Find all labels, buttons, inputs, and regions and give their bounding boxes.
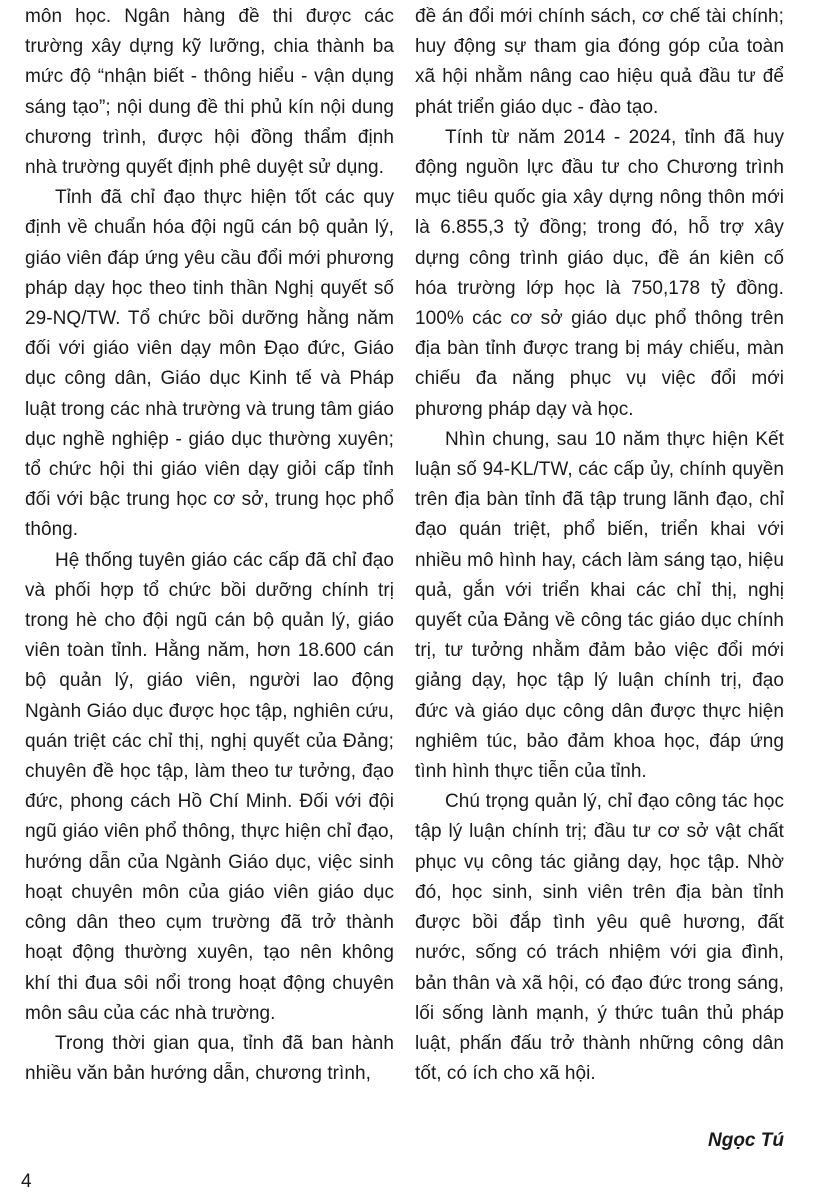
- author-byline: Ngọc Tú: [708, 1130, 784, 1151]
- paragraph-staff-standardization: Tỉnh đã chỉ đạo thực hiện tốt các quy định về chuẩn hóa đội ngũ cán bộ quản lý, giáo viên đáp ứng yêu cầu đổi mới phương pháp dạy học theo tinh thần Nghị quyết số 29-NQ/TW. Tổ chức bồi dưỡng hằng năm đối với giáo viên dạy môn Đạo đức, Giáo dục công dân, Giáo dục Kinh tế và Pháp luật trong các nhà trường và trung tâm giáo dục nghề nghiệp - giáo dục thường xuyên; tổ chức hội thi giáo viên dạy giỏi cấp tỉnh đối với bậc trung học cơ sở, trung học phổ thông.: [25, 187, 394, 541]
- paragraph-overall-assessment: Nhìn chung, sau 10 năm thực hiện Kết luận số 94-KL/TW, các cấp ủy, chính quyền trên địa bàn tỉnh đã tập trung lãnh đạo, chỉ đạo quán triệt, phổ biến, triển khai với nhiều mô hình hay, cách làm sáng tạo, hiệu quả, gắn với triển khai các chỉ thị, nghị quyết của Đảng về công tác giáo dục chính trị, tư tưởng nhằm đảm bảo việc đổi mới giảng dạy, học tập lý luận chính trị, đạo đức và giáo dục công dân được thực hiện nghiêm túc, bảo đảm khoa học, đáp ứng tình hình thực tiễn của tỉnh.: [415, 428, 784, 783]
- paragraph-policy-continuation: đề án đổi mới chính sách, cơ chế tài chính; huy động sự tham gia đóng góp của toàn xã hội nhằm nâng cao hiệu quả đầu tư để phát triển giáo dục - đào tạo.: [415, 6, 784, 118]
- left-text-column: [25, 2, 394, 1089]
- paragraph-documents-issued: Trong thời gian qua, tỉnh đã ban hành nhiều văn bản hướng dẫn, chương trình,: [25, 1032, 394, 1085]
- paragraph-political-training: Hệ thống tuyên giáo các cấp đã chỉ đạo và phối hợp tổ chức bồi dưỡng chính trị trong hè cho đội ngũ cán bộ quản lý, giáo viên toàn tỉnh. Hằng năm, hơn 18.600 cán bộ quản lý, giáo viên, người lao động Ngành Giáo dục được học tập, nghiên cứu, quán triệt các chỉ thị, nghị quyết của Đảng; chuyên đề học tập, làm theo tư tưởng, đạo đức, phong cách Hồ Chí Minh. Đối với đội ngũ giáo viên phổ thông, thực hiện chỉ đạo, hướng dẫn của Ngành Giáo dục, việc sinh hoạt chuyên môn của giáo viên giáo dục công dân theo cụm trường đã trở thành hoạt động thường xuyên, tạo nên không khí thi đua sôi nổi trong hoạt động chuyên môn sâu của các nhà trường.: [25, 549, 394, 1024]
- paragraph-continuation: môn học. Ngân hàng đề thi được các trường xây dựng kỹ lưỡng, chia thành ba mức độ “nhận biết - thông hiểu - vận dụng sáng tạo”; nội dung đề thi phủ kín nội dung chương trình, được hội đồng thẩm định nhà trường quyết định phê duyệt sử dụng.: [25, 6, 394, 179]
- right-text-column: [415, 2, 784, 1089]
- paragraph-investment-figures: Tính từ năm 2014 - 2024, tỉnh đã huy động nguồn lực đầu tư cho Chương trình mục tiêu quốc gia xây dựng nông thôn mới là 6.855,3 tỷ đồng; trong đó, hỗ trợ xây dựng công trình giáo dục, đề án kiên cố hóa trường lớp học là 750,178 tỷ đồng. 100% các cơ sở giáo dục phổ thông trên địa bàn tỉnh được trang bị máy chiếu, màn chiếu đa năng phục vụ việc đổi mới phương pháp dạy và học.: [415, 126, 784, 420]
- paragraph-conclusion: Chú trọng quản lý, chỉ đạo công tác học tập lý luận chính trị; đầu tư cơ sở vật chất phục vụ công tác giảng dạy, học tập. Nhờ đó, học sinh, sinh viên trên địa bàn tỉnh được bồi đắp tình yêu quê hương, đất nước, sống có trách nhiệm với gia đình, bản thân và xã hội, có đạo đức trong sáng, lối sống lành mạnh, ý thức tuân thủ pháp luật, phấn đấu trở thành những công dân tốt, có ích cho xã hội.: [415, 791, 784, 1085]
- page-number: 4: [21, 1171, 32, 1192]
